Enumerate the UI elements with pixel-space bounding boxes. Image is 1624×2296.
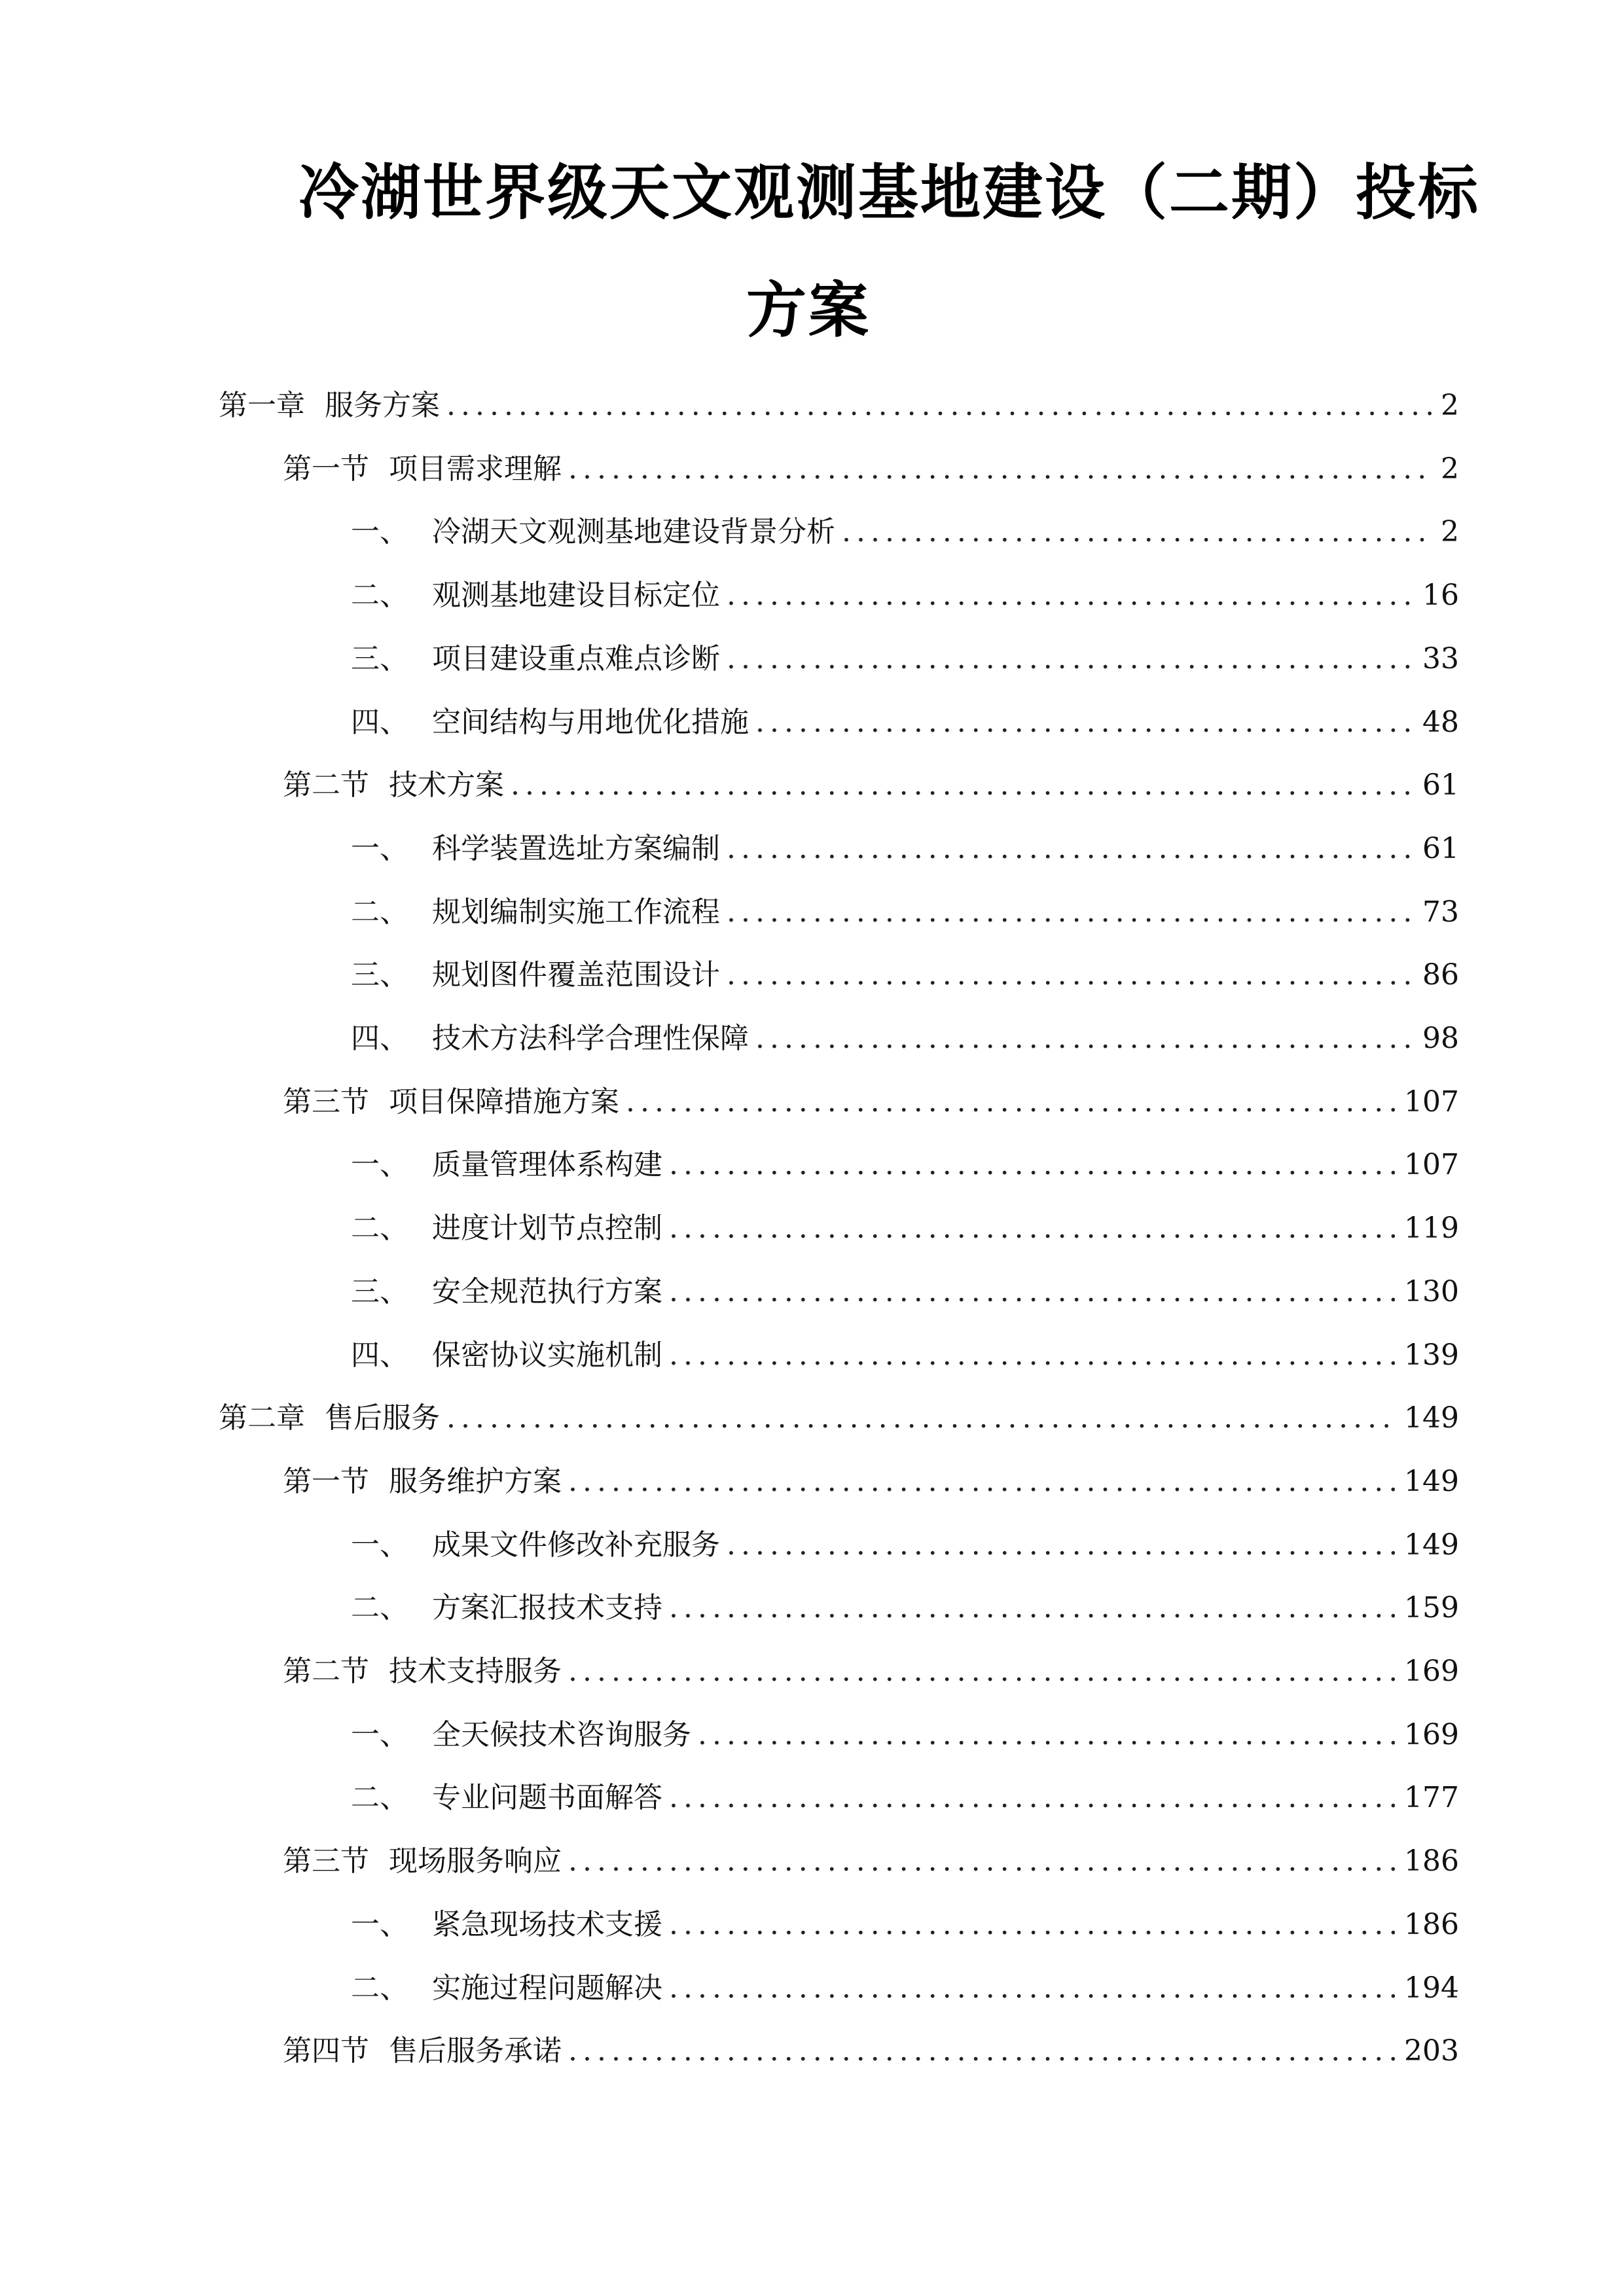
toc-dot-leader — [626, 1083, 1395, 1122]
toc-entry[interactable] — [351, 1969, 1459, 2008]
toc-entry-label — [351, 1715, 691, 1755]
toc-entry-label — [283, 2032, 562, 2071]
toc-entry-title: 实施过程问题解决 — [432, 1971, 662, 2005]
toc-entry-title: 项目需求理解 — [389, 452, 562, 486]
toc-entry-title: 专业问题书面解答 — [432, 1781, 662, 1814]
toc-entry[interactable] — [351, 956, 1459, 995]
toc-entry-title: 方案汇报技术支持 — [432, 1591, 662, 1624]
toc-dot-leader — [669, 1969, 1395, 2008]
toc-entry-number: 四、 — [351, 1338, 408, 1372]
toc-entry-label — [283, 766, 504, 805]
toc-entry-label — [351, 956, 720, 995]
toc-entry[interactable] — [283, 2032, 1459, 2071]
toc-entry-number: 三、 — [351, 958, 408, 992]
toc-entry-number: 第三节 — [283, 1085, 369, 1119]
toc-entry-number: 第二章 — [219, 1401, 305, 1435]
toc-entry-page-number: 159 — [1404, 1591, 1459, 1624]
toc-dot-leader — [727, 893, 1413, 932]
toc-entry[interactable] — [351, 1588, 1459, 1628]
toc-entry-label — [351, 1209, 662, 1248]
toc-entry[interactable] — [283, 1652, 1459, 1691]
toc-entry-page-number: 86 — [1422, 958, 1459, 992]
toc-entry-page-number: 61 — [1422, 768, 1459, 802]
toc-entry-title: 保密协议实施机制 — [432, 1338, 662, 1372]
toc-entry-number: 三、 — [351, 1275, 408, 1308]
toc-entry-page-number: 169 — [1404, 1718, 1459, 1751]
toc-entry-label — [351, 576, 720, 615]
toc-entry[interactable] — [351, 512, 1459, 552]
toc-entry[interactable] — [283, 1842, 1459, 1881]
toc-entry-title: 成果文件修改补充服务 — [432, 1528, 720, 1562]
toc-entry-label — [351, 1969, 662, 2008]
toc-dot-leader — [755, 1019, 1413, 1058]
toc-entry-title: 空间结构与用地优化措施 — [432, 706, 749, 739]
toc-entry-title: 技术方案 — [389, 768, 504, 802]
toc-entry-page-number: 33 — [1422, 642, 1459, 675]
toc-entry-title: 项目保障措施方案 — [389, 1085, 619, 1119]
toc-dot-leader — [669, 1272, 1395, 1312]
toc-entry-title: 技术支持服务 — [389, 1655, 562, 1688]
toc-entry-label — [351, 1272, 662, 1312]
toc-entry-title: 售后服务 — [325, 1401, 440, 1435]
toc-entry-label — [351, 1778, 662, 1818]
toc-entry-label — [351, 512, 835, 552]
toc-entry[interactable] — [351, 893, 1459, 932]
toc-entry-page-number: 2 — [1441, 389, 1459, 422]
toc-entry-page-number: 119 — [1404, 1211, 1459, 1245]
toc-entry-title: 全天候技术咨询服务 — [432, 1718, 691, 1751]
toc-entry[interactable] — [283, 766, 1459, 805]
toc-entry-number: 一、 — [351, 1528, 408, 1562]
toc-entry[interactable] — [351, 1905, 1459, 1945]
toc-entry[interactable] — [283, 1083, 1459, 1122]
toc-dot-leader — [669, 1905, 1395, 1945]
toc-entry-number: 四、 — [351, 1022, 408, 1055]
toc-entry-page-number: 149 — [1404, 1401, 1459, 1435]
toc-entry-label — [351, 1588, 662, 1628]
toc-entry-number: 第二节 — [283, 768, 369, 802]
toc-entry[interactable] — [351, 1336, 1459, 1375]
toc-entry-title: 安全规范执行方案 — [432, 1275, 662, 1308]
toc-entry-title: 进度计划节点控制 — [432, 1211, 662, 1245]
toc-entry-title: 服务维护方案 — [389, 1465, 562, 1498]
toc-entry-page-number: 194 — [1404, 1971, 1459, 2005]
toc-entry-number: 二、 — [351, 1971, 408, 2005]
toc-entry[interactable] — [351, 576, 1459, 615]
toc-entry-number: 一、 — [351, 515, 408, 548]
toc-entry[interactable] — [351, 1778, 1459, 1818]
toc-entry-label — [351, 829, 720, 869]
toc-entry[interactable] — [351, 1209, 1459, 1248]
toc-entry-page-number: 2 — [1441, 515, 1459, 548]
toc-entry-title: 质量管理体系构建 — [432, 1148, 662, 1181]
toc-entry-label — [283, 1083, 619, 1122]
toc-entry-title: 冷湖天文观测基地建设背景分析 — [432, 515, 835, 548]
toc-entry-number: 一、 — [351, 1148, 408, 1181]
toc-entry-page-number: 169 — [1404, 1655, 1459, 1688]
toc-entry-number: 第三节 — [283, 1844, 369, 1878]
toc-dot-leader — [446, 386, 1432, 425]
toc-entry-page-number: 16 — [1422, 579, 1459, 612]
toc-entry-label — [283, 1652, 562, 1691]
toc-entry-number: 第四节 — [283, 2034, 369, 2068]
toc-dot-leader — [698, 1715, 1395, 1755]
toc-dot-leader — [669, 1588, 1395, 1628]
toc-entry-number: 第一节 — [283, 452, 369, 486]
toc-entry-label — [219, 1399, 440, 1438]
toc-entry-title: 观测基地建设目标定位 — [432, 579, 720, 612]
toc-entry-page-number: 186 — [1404, 1908, 1459, 1941]
toc-entry-number: 一、 — [351, 1908, 408, 1941]
toc-entry-title: 项目建设重点难点诊断 — [432, 642, 720, 675]
toc-entry-title: 规划编制实施工作流程 — [432, 895, 720, 929]
toc-entry-number: 一、 — [351, 832, 408, 865]
toc-dot-leader — [568, 1462, 1395, 1501]
toc-entry-label — [283, 450, 562, 489]
document-title-line-2: 方案 — [746, 275, 871, 346]
toc-dot-leader — [511, 766, 1413, 805]
toc-entry-page-number: 2 — [1441, 452, 1459, 486]
toc-entry[interactable] — [283, 450, 1459, 489]
toc-entry-label — [351, 639, 720, 679]
toc-entry-page-number: 98 — [1422, 1022, 1459, 1055]
toc-dot-leader — [568, 1652, 1395, 1691]
toc-dot-leader — [727, 1526, 1395, 1565]
toc-dot-leader — [727, 576, 1413, 615]
toc-dot-leader — [568, 2032, 1395, 2071]
document-title-line-1: 冷湖世界级天文观测基地建设（二期）投标 — [298, 157, 1481, 228]
toc-entry-label — [283, 1462, 562, 1501]
toc-entry-title: 紧急现场技术支援 — [432, 1908, 662, 1941]
toc-entry-page-number: 107 — [1404, 1085, 1459, 1119]
toc-entry-page-number: 61 — [1422, 832, 1459, 865]
toc-entry-label — [351, 1526, 720, 1565]
toc-entry-label — [351, 1905, 662, 1945]
toc-entry-label — [351, 1336, 662, 1375]
toc-entry[interactable] — [351, 1019, 1459, 1058]
toc-entry[interactable] — [219, 1399, 1459, 1438]
toc-dot-leader — [727, 639, 1413, 679]
toc-entry[interactable] — [351, 1526, 1459, 1565]
toc-entry[interactable] — [351, 1272, 1459, 1312]
toc-entry-page-number: 203 — [1404, 2034, 1459, 2068]
toc-entry-label — [351, 1145, 662, 1185]
toc-entry[interactable] — [351, 829, 1459, 869]
toc-entry-title: 科学装置选址方案编制 — [432, 832, 720, 865]
toc-entry-page-number: 139 — [1404, 1338, 1459, 1372]
toc-entry-title: 服务方案 — [325, 389, 440, 422]
toc-entry-label — [351, 1019, 749, 1058]
toc-entry-number: 第一章 — [219, 389, 305, 422]
toc-dot-leader — [568, 450, 1432, 489]
toc-entry[interactable] — [219, 386, 1459, 425]
toc-entry-page-number: 149 — [1404, 1465, 1459, 1498]
toc-entry-title: 规划图件覆盖范围设计 — [432, 958, 720, 992]
toc-entry-number: 四、 — [351, 706, 408, 739]
toc-entry-page-number: 177 — [1404, 1781, 1459, 1814]
toc-entry-title: 现场服务响应 — [389, 1844, 562, 1878]
toc-entry-number: 二、 — [351, 1781, 408, 1814]
toc-entry-number: 第二节 — [283, 1655, 369, 1688]
toc-entry-title: 技术方法科学合理性保障 — [432, 1022, 749, 1055]
toc-dot-leader — [568, 1842, 1395, 1881]
toc-entry-label — [283, 1842, 562, 1881]
toc-entry-number: 二、 — [351, 579, 408, 612]
toc-dot-leader — [727, 956, 1413, 995]
toc-entry-label — [351, 703, 749, 742]
toc-dot-leader — [669, 1209, 1395, 1248]
toc-entry-number: 二、 — [351, 1211, 408, 1245]
toc-entry[interactable] — [351, 639, 1459, 679]
toc-dot-leader — [669, 1778, 1395, 1818]
toc-entry-number: 一、 — [351, 1718, 408, 1751]
toc-dot-leader — [669, 1145, 1395, 1185]
toc-entry-label — [351, 893, 720, 932]
toc-dot-leader — [669, 1336, 1395, 1375]
toc-dot-leader — [755, 703, 1413, 742]
toc-entry-number: 第一节 — [283, 1465, 369, 1498]
toc-dot-leader — [446, 1399, 1395, 1438]
toc-entry-title: 售后服务承诺 — [389, 2034, 562, 2068]
toc-entry-number: 二、 — [351, 895, 408, 929]
toc-entry-page-number: 186 — [1404, 1844, 1459, 1878]
toc-entry-label — [219, 386, 440, 425]
toc-entry-page-number: 73 — [1422, 895, 1459, 929]
toc-dot-leader — [727, 829, 1413, 869]
toc-entry[interactable] — [283, 1462, 1459, 1501]
toc-entry[interactable] — [351, 1145, 1459, 1185]
toc-entry-number: 二、 — [351, 1591, 408, 1624]
toc-entry-page-number: 130 — [1404, 1275, 1459, 1308]
toc-dot-leader — [842, 512, 1432, 552]
toc-entry-page-number: 107 — [1404, 1148, 1459, 1181]
toc-entry[interactable] — [351, 1715, 1459, 1755]
toc-entry-page-number: 48 — [1422, 706, 1459, 739]
toc-entry[interactable] — [351, 703, 1459, 742]
toc-entry-page-number: 149 — [1404, 1528, 1459, 1562]
toc-entry-number: 三、 — [351, 642, 408, 675]
